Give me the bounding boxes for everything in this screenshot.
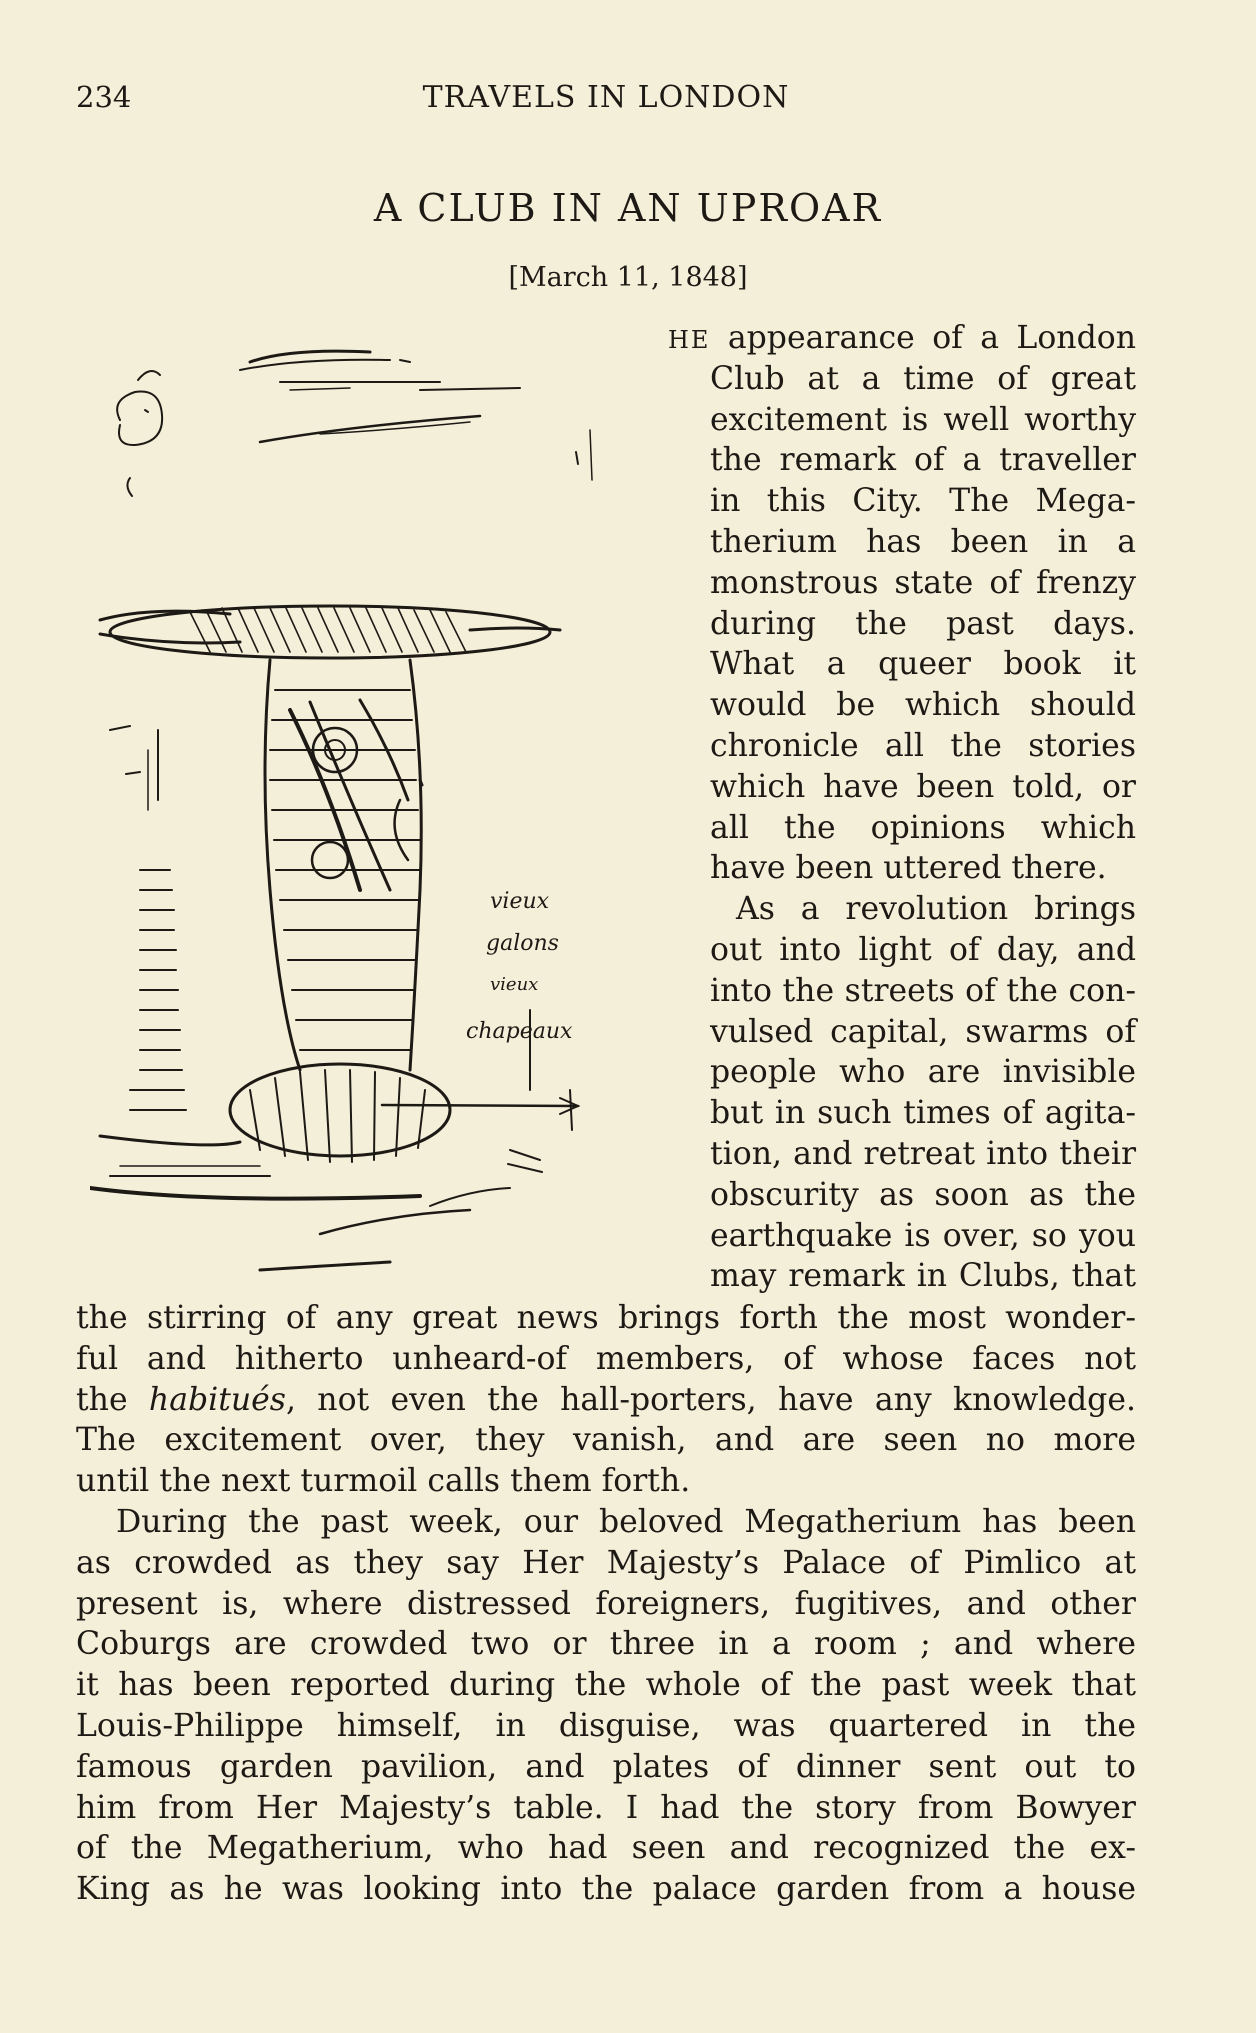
text-line: Coburgs are crowded two or three in a room ; and where bbox=[76, 1626, 1136, 1663]
text-line: the habitués, not even the hall-porters, have any knowledge. bbox=[76, 1381, 1136, 1418]
text-line: until the next turmoil calls them forth. bbox=[76, 1463, 691, 1500]
text-line: During the past week, our beloved Megatherium has been bbox=[116, 1503, 1136, 1540]
illustrated-initial-t bbox=[90, 330, 620, 1290]
text-line: obscurity as soon as the bbox=[710, 1176, 1136, 1213]
full-text-column bbox=[76, 1298, 1136, 1910]
text-line: present is, where distressed foreigners, fugitives, and other bbox=[76, 1585, 1136, 1622]
text-line: earthquake is over, so you bbox=[710, 1217, 1136, 1254]
text-line: of the Megatherium, who had seen and recognized the ex- bbox=[76, 1830, 1136, 1867]
text-line: What a queer book it bbox=[710, 646, 1136, 683]
chapter-date: [March 11, 1848] bbox=[508, 262, 748, 293]
running-title: TRAVELS IN LONDON bbox=[422, 80, 790, 115]
text-line: as crowded as they say Her Majesty’s Palace of Pimlico at bbox=[76, 1544, 1136, 1581]
text-line: chronicle all the stories bbox=[710, 727, 1136, 764]
text-line: As a revolution brings bbox=[736, 891, 1136, 928]
text-line: King as he was looking into the palace garden from a house bbox=[76, 1871, 1136, 1908]
text-line: during the past days. bbox=[710, 605, 1136, 642]
text-line: excitement is well worthy bbox=[710, 401, 1136, 438]
illustration-word-1: vieux bbox=[490, 889, 550, 914]
text-line: the stirring of any great news brings forth the most wonder- bbox=[76, 1300, 1136, 1336]
chapter-title: A CLUB IN AN UPROAR bbox=[373, 186, 883, 230]
text-line: Club at a time of great bbox=[710, 360, 1136, 397]
text-line: out into light of day, and bbox=[710, 931, 1136, 968]
text-line: tion, and retreat into their bbox=[710, 1135, 1136, 1172]
text-line: but in such times of agita- bbox=[710, 1095, 1136, 1132]
text-line: HE appearance of a London bbox=[668, 320, 1136, 356]
illustration-word-3: vieux bbox=[490, 974, 539, 995]
text-line: Louis-Philippe himself, in disguise, was quartered in the bbox=[76, 1707, 1136, 1744]
text-line: famous garden pavilion, and plates of dinner sent out to bbox=[76, 1748, 1136, 1785]
text-line: therium has been in a bbox=[710, 523, 1136, 560]
text-line: which have been told, or bbox=[710, 768, 1136, 805]
text-line: in this City. The Mega- bbox=[710, 483, 1136, 520]
text-line: monstrous state of frenzy bbox=[710, 564, 1136, 601]
text-line: him from Her Majesty’s table. I had the story from Bowyer bbox=[76, 1789, 1136, 1826]
text-line: it has been reported during the whole of the past week that bbox=[76, 1667, 1136, 1704]
illustration-word-2: galons bbox=[486, 931, 559, 956]
text-line: the remark of a traveller bbox=[710, 442, 1136, 479]
text-line: into the streets of the con- bbox=[710, 972, 1136, 1009]
text-line: have been uttered there. bbox=[710, 850, 1107, 887]
page-number: 234 bbox=[76, 80, 132, 114]
initial-letters: HE bbox=[668, 326, 711, 354]
text-line: The excitement over, they vanish, and are seen no more bbox=[76, 1422, 1136, 1459]
text-line: people who are invisible bbox=[710, 1054, 1136, 1091]
narrow-text-column bbox=[668, 318, 1136, 1297]
illustration-word-4: chapeaux bbox=[466, 1019, 573, 1044]
italic-word: habitués bbox=[148, 1381, 286, 1418]
text-line: may remark in Clubs, that bbox=[710, 1258, 1136, 1295]
text-line: all the opinions which bbox=[710, 809, 1136, 846]
text-line: would be which should bbox=[710, 687, 1136, 724]
text-line: ful and hitherto unheard-of members, of whose faces not bbox=[76, 1340, 1136, 1377]
text-line: vulsed capital, swarms of bbox=[710, 1013, 1136, 1050]
running-head bbox=[76, 80, 1136, 124]
